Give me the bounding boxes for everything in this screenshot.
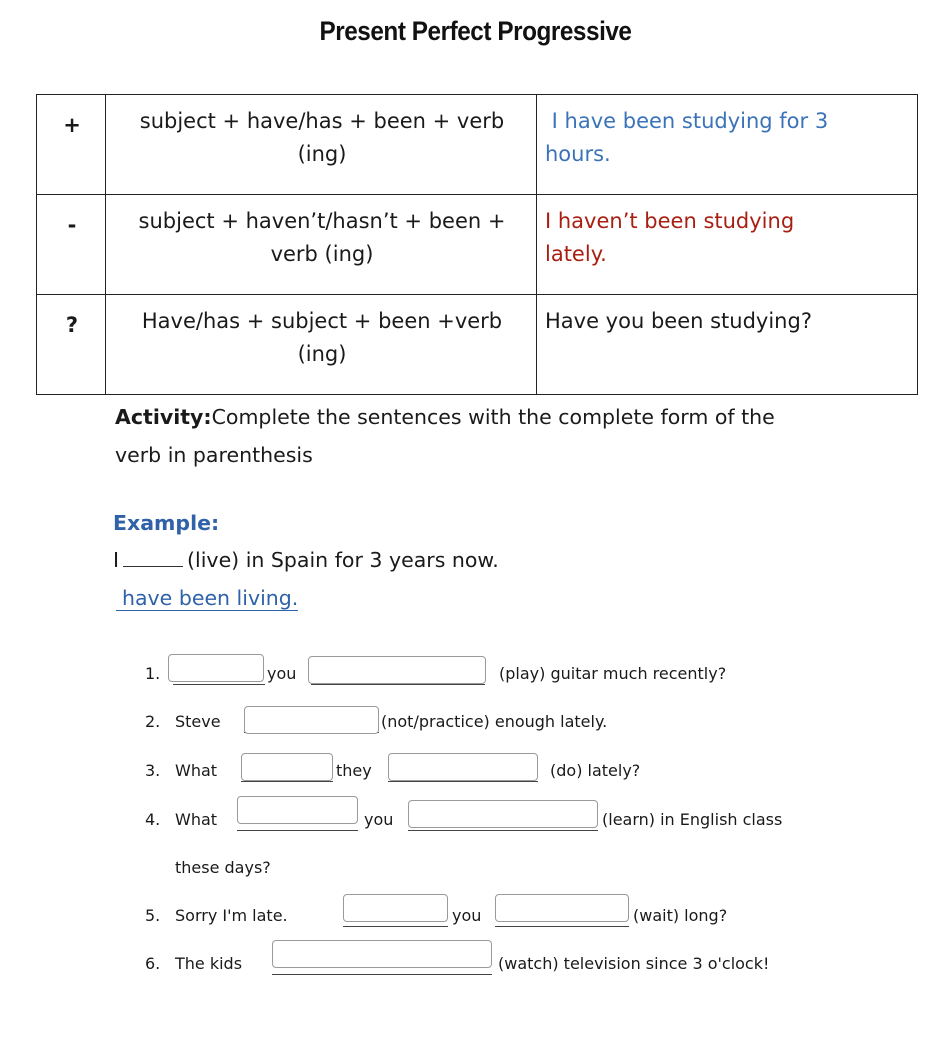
rule-positive (106, 95, 537, 195)
exercise-5 (145, 896, 845, 936)
activity-instructions (115, 398, 835, 474)
rule-negative (106, 195, 537, 295)
rule-line: subject + haven’t/hasn’t + been + (138, 209, 506, 233)
exercise-text: (learn) in English class (602, 810, 783, 829)
exercise-number: 2. (145, 712, 161, 731)
exercise-text: What (175, 761, 218, 780)
rule-line: (ing) (297, 342, 347, 366)
page-title: Present Perfect Progressive (319, 16, 632, 46)
activity-text: Complete the sentences with the complete form of the (211, 405, 775, 429)
answer-underline (343, 926, 448, 927)
exercise-text: (do) lately? (550, 761, 641, 780)
example-answer-text: have been living. (116, 586, 298, 611)
example-sentence (113, 548, 499, 572)
exercise-text: these days? (175, 858, 271, 877)
example-question (537, 295, 918, 395)
example-line: lately. (545, 242, 607, 266)
exercise-text: (not/practice) enough lately. (381, 712, 608, 731)
exercise-text: (watch) television since 3 o'clock! (498, 954, 770, 973)
activity-text-line2: verb in parenthesis (115, 443, 313, 467)
exercise-text: The kids (175, 954, 243, 973)
exercise-3 (145, 751, 845, 791)
example-line: Have you been studying? (545, 309, 812, 333)
exercise-text: you (452, 906, 482, 925)
activity-label: Activity: (115, 405, 212, 429)
answer-input-4b[interactable] (408, 800, 598, 828)
answer-input-6a[interactable] (272, 940, 492, 968)
rule-line: verb (ing) (270, 242, 374, 266)
example-line: hours. (545, 142, 611, 166)
answer-underline (495, 926, 629, 927)
symbol-positive: + (37, 95, 106, 195)
answer-underline (237, 830, 358, 831)
answer-input-3a[interactable] (241, 753, 333, 781)
exercise-4-continuation (175, 848, 475, 888)
rule-line: (ing) (297, 142, 347, 166)
exercise-text: you (364, 810, 394, 829)
answer-underline (173, 684, 265, 685)
exercise-text: What (175, 810, 218, 829)
exercise-2 (145, 702, 845, 742)
example-negative (537, 195, 918, 295)
exercise-text: (play) guitar much recently? (499, 664, 727, 683)
exercise-text: Steve (175, 712, 221, 731)
answer-underline (408, 830, 598, 831)
answer-input-3b[interactable] (388, 753, 538, 781)
answer-underline (388, 781, 538, 782)
answer-input-5a[interactable] (343, 894, 448, 922)
answer-underline (272, 974, 492, 975)
rule-question (106, 295, 537, 395)
exercise-number: 5. (145, 906, 161, 925)
answer-input-1b[interactable] (308, 656, 486, 684)
exercise-1 (145, 654, 845, 694)
rule-line: subject + have/has + been + verb (139, 109, 505, 133)
answer-input-5b[interactable] (495, 894, 629, 922)
exercise-4 (145, 800, 865, 840)
answer-input-2a[interactable] (244, 706, 379, 734)
answer-input-1a[interactable] (168, 654, 264, 682)
example-label: Example: (113, 511, 220, 535)
example-positive (537, 95, 918, 195)
symbol-question: ? (37, 295, 106, 395)
answer-input-4a[interactable] (237, 796, 358, 824)
exercise-text: they (336, 761, 372, 780)
exercise-text: Sorry I'm late. (175, 906, 288, 925)
example-sentence-end: (live) in Spain for 3 years now. (187, 548, 499, 572)
grammar-table (36, 94, 918, 395)
answer-underline (241, 781, 333, 782)
example-blank (123, 548, 183, 567)
table-row-question (37, 295, 918, 395)
example-line: I have been studying for 3 (545, 109, 829, 133)
symbol-negative: - (37, 195, 106, 295)
exercise-number: 3. (145, 761, 161, 780)
exercise-6 (145, 944, 875, 984)
example-subject: I (113, 548, 120, 572)
exercise-number: 1. (145, 664, 161, 683)
example-answer (116, 586, 298, 610)
exercise-number: 4. (145, 810, 161, 829)
rule-line: Have/has + subject + been +verb (141, 309, 503, 333)
answer-underline (311, 684, 485, 685)
table-row-positive (37, 95, 918, 195)
exercise-text: (wait) long? (633, 906, 728, 925)
exercise-text: you (267, 664, 297, 683)
table-row-negative (37, 195, 918, 295)
exercise-number: 6. (145, 954, 161, 973)
example-line: I haven’t been studying (545, 209, 795, 233)
